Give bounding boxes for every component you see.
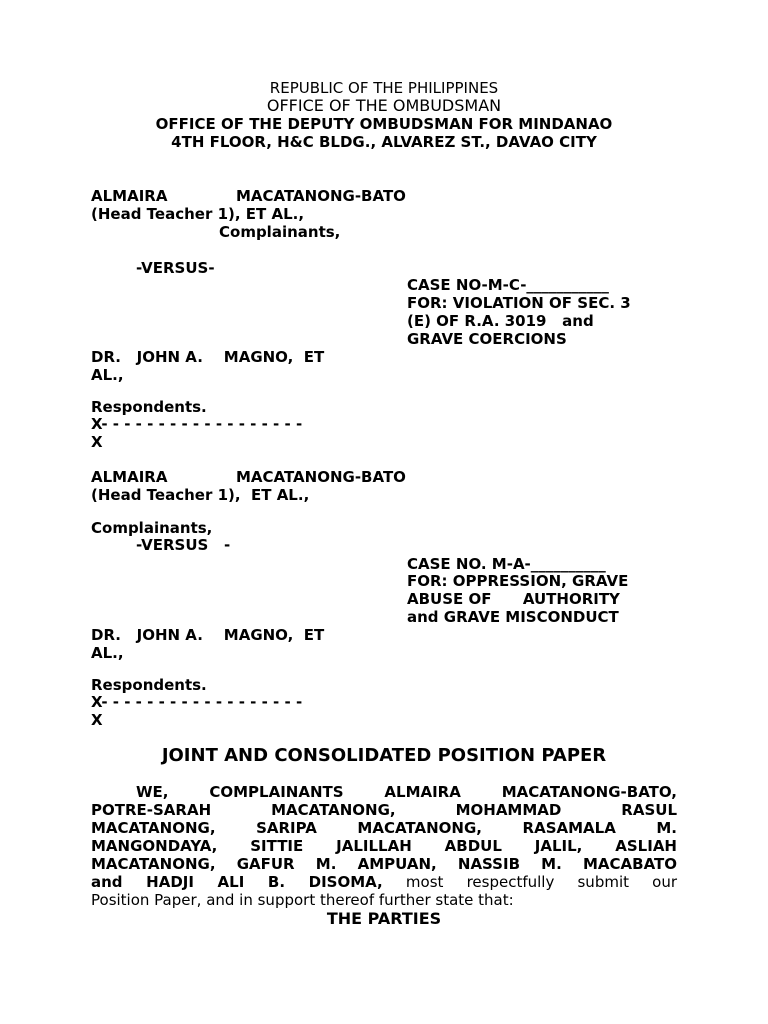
header-address: 4TH FLOOR, H&C BLDG., ALVAREZ ST., DAVAO CITY <box>171 133 597 151</box>
case1-respondents-label: Respondents. <box>91 398 207 416</box>
case2-complainant-role: (Head Teacher 1), ET AL., <box>91 486 310 504</box>
body-line-3: MACATANONG, SARIPA MACATANONG, RASAMALA M. <box>91 819 677 837</box>
case2-separator: X- - - - - - - - - - - - - - - - - - <box>91 693 303 711</box>
case2-complainant-last: MACATANONG-BATO <box>236 468 406 486</box>
document-title: JOINT AND CONSOLIDATED POSITION PAPER <box>161 745 607 766</box>
body-line-6 <box>91 873 677 891</box>
case1-charge-line2: (E) OF R.A. 3019 and <box>407 312 594 330</box>
case1-respondent-line1: DR. JOHN A. MAGNO, ET <box>91 348 325 366</box>
case2-respondent-line2: AL., <box>91 644 124 662</box>
case1-versus: -VERSUS- <box>136 259 215 277</box>
body-paragraph <box>91 783 677 909</box>
body-line-6-rest: most respectfully submit our <box>382 873 678 891</box>
body-line-5: MACATANONG, GAFUR M. AMPUAN, NASSIB M. MACABATO <box>91 855 677 873</box>
body-line-7: Position Paper, and in support thereof further state that: <box>91 891 514 909</box>
case2-separator-end: X <box>91 711 103 729</box>
case1-complainant-role: (Head Teacher 1), ET AL., <box>91 205 305 223</box>
section-heading: THE PARTIES <box>326 909 442 928</box>
case1-case-number: CASE NO-M-C-___________ <box>407 276 609 294</box>
case1-charge-line1: FOR: VIOLATION OF SEC. 3 <box>407 294 631 312</box>
case2-versus: -VERSUS - <box>136 536 231 554</box>
case2-charge-line1: FOR: OPPRESSION, GRAVE <box>407 572 629 590</box>
case1-complainant-first: ALMAIRA <box>91 187 168 205</box>
case1-respondent-line2: AL., <box>91 366 124 384</box>
header-deputy-office: OFFICE OF THE DEPUTY OMBUDSMAN FOR MINDANAO <box>155 115 613 133</box>
body-line-1: WE, COMPLAINANTS ALMAIRA MACATANONG-BATO, <box>136 783 677 801</box>
case2-respondents-label: Respondents. <box>91 676 207 694</box>
case2-case-number: CASE NO. M-A-__________ <box>407 555 606 573</box>
header-republic: REPUBLIC OF THE PHILIPPINES <box>269 79 499 97</box>
case2-complainants-label: Complainants, <box>91 519 213 537</box>
body-line-2: POTRE-SARAH MACATANONG, MOHAMMAD RASUL <box>91 801 677 819</box>
case1-charge-line3: GRAVE COERCIONS <box>407 330 567 348</box>
case1-complainant-last: MACATANONG-BATO <box>236 187 406 205</box>
case1-complainants-label: Complainants, <box>219 223 341 241</box>
case2-charge-line2: ABUSE OF AUTHORITY <box>407 590 620 608</box>
case2-respondent-line1: DR. JOHN A. MAGNO, ET <box>91 626 325 644</box>
case1-separator-end: X <box>91 433 103 451</box>
case2-complainant-first: ALMAIRA <box>91 468 168 486</box>
header-office: OFFICE OF THE OMBUDSMAN <box>266 96 502 115</box>
body-line-4: MANGONDAYA, SITTIE JALILLAH ABDUL JALIL, ASLIAH <box>91 837 677 855</box>
case1-separator: X- - - - - - - - - - - - - - - - - - <box>91 415 303 433</box>
case2-charge-line3: and GRAVE MISCONDUCT <box>407 608 619 626</box>
body-line-6-bold: and HADJI ALI B. DISOMA, <box>91 873 383 891</box>
